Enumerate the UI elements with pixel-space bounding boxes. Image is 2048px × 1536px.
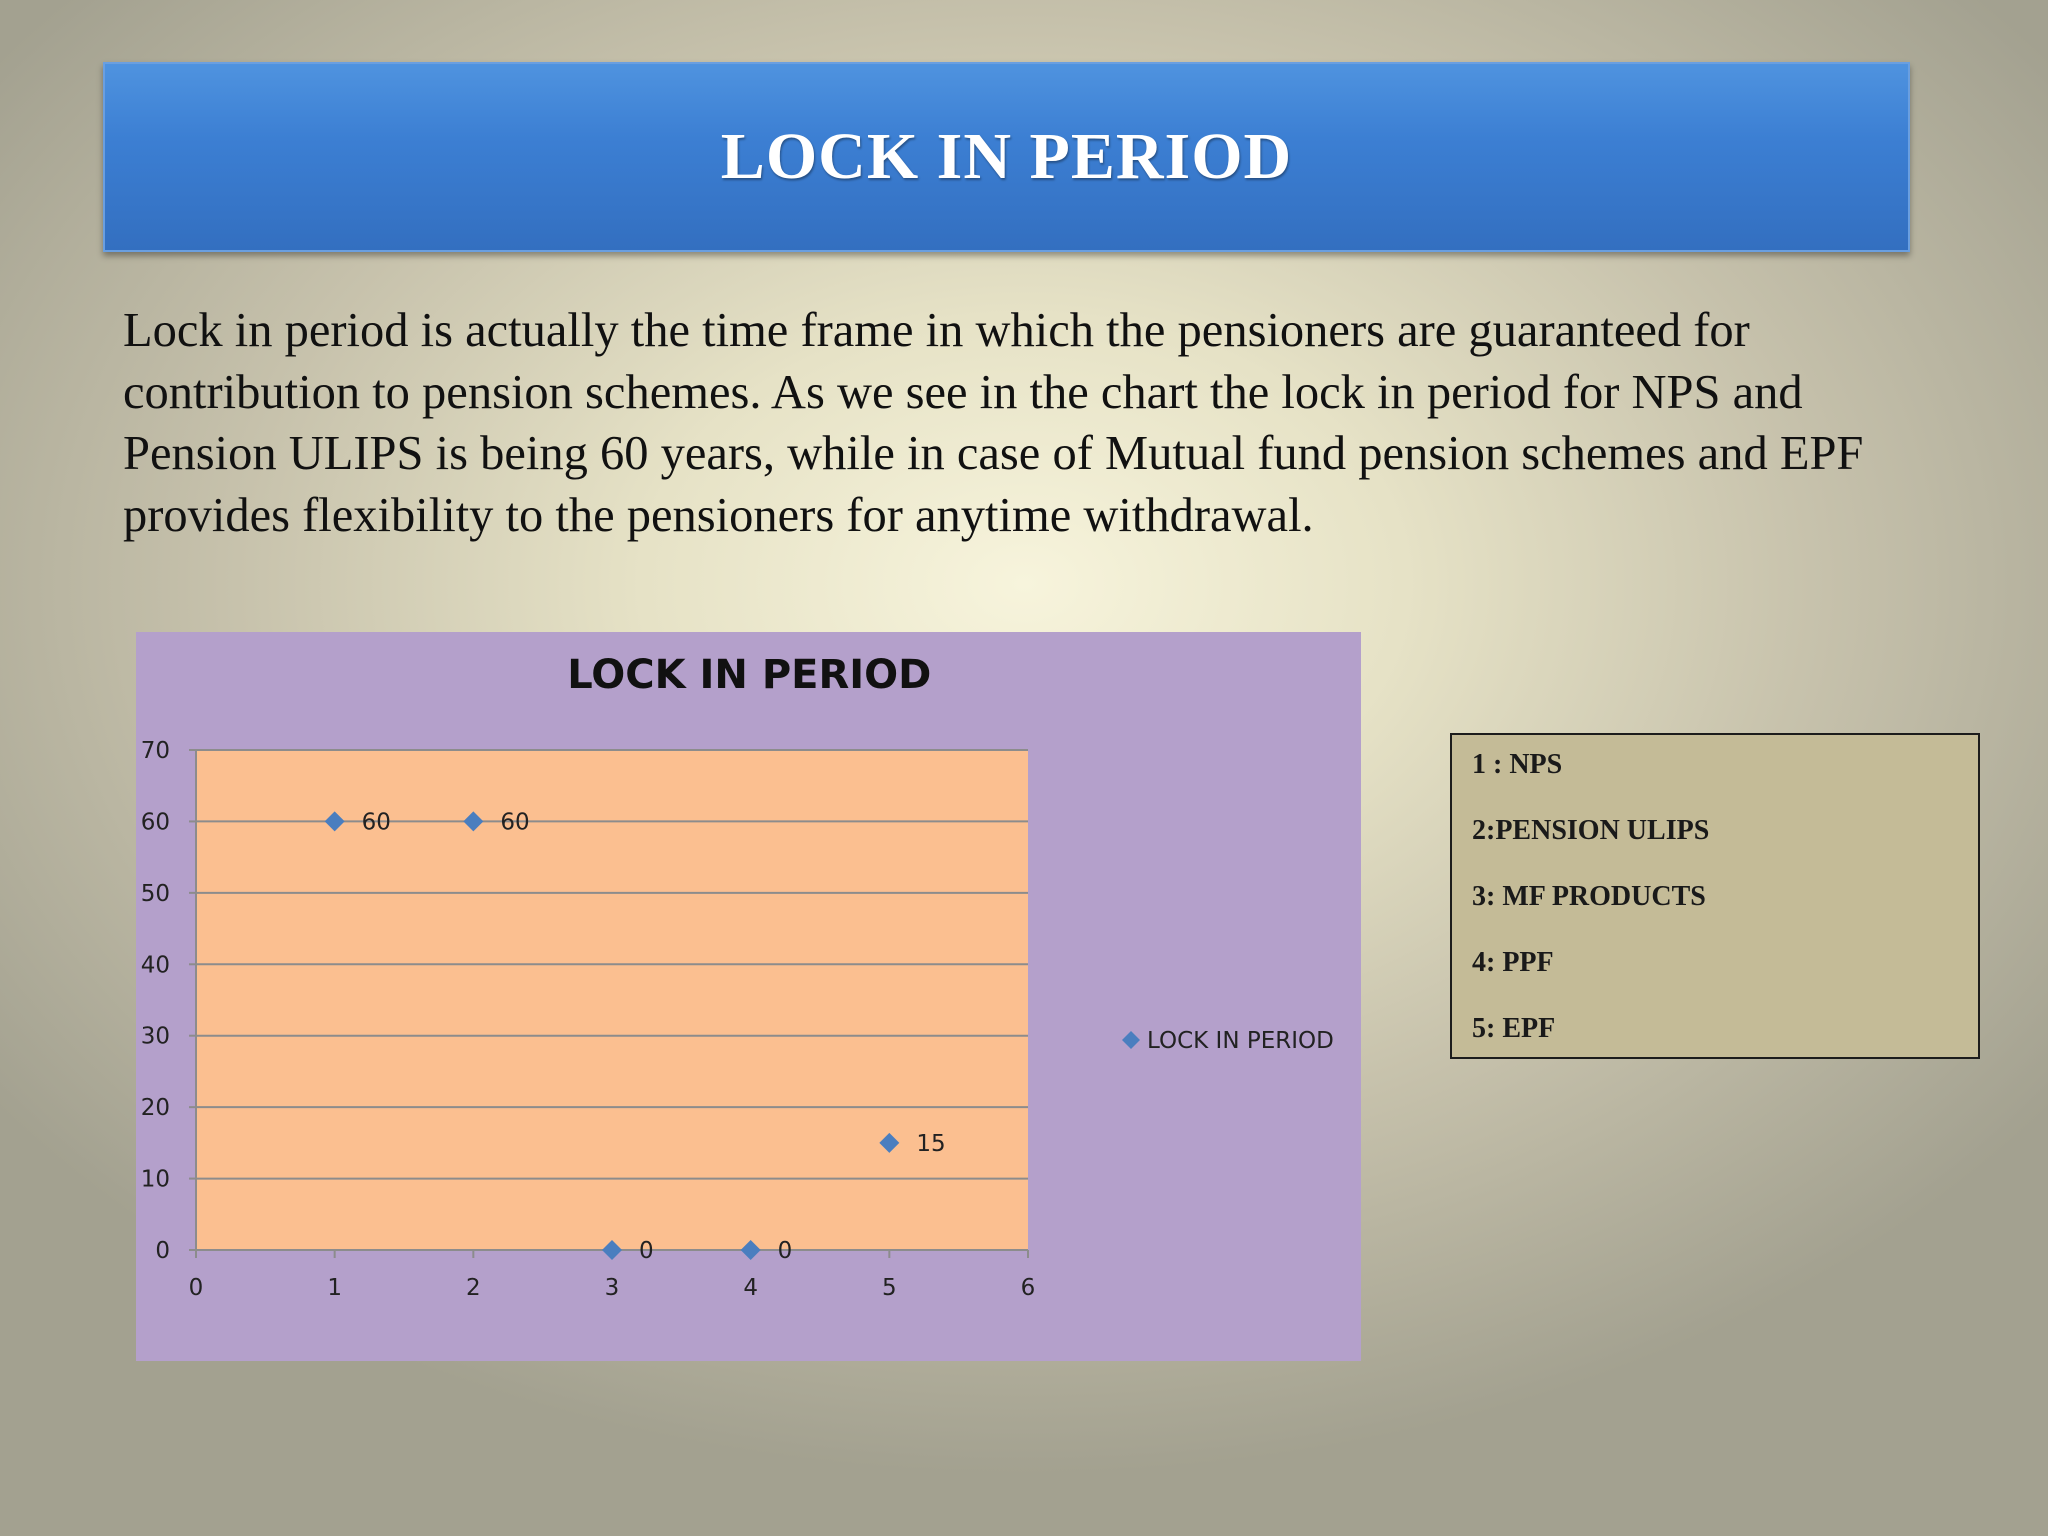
chart-title: LOCK IN PERIOD <box>567 652 932 698</box>
y-tick-label-0: 0 <box>155 1238 170 1264</box>
data-label-4: 0 <box>777 1238 793 1264</box>
y-tick-label-20: 20 <box>140 1095 170 1122</box>
legend-label-1: LOCK IN PERIOD <box>1147 1028 1334 1054</box>
plot-area <box>196 750 1028 1250</box>
data-label-1: 60 <box>361 809 391 836</box>
x-tick-label-6: 6 <box>1020 1275 1036 1301</box>
data-label-5: 15 <box>916 1130 946 1157</box>
y-tick-label-50: 50 <box>140 880 170 907</box>
data-label-3: 0 <box>639 1238 654 1264</box>
key-item-epf: 5: EPF <box>1472 1013 1556 1044</box>
key-item-pension-ulips: 2:PENSION ULIPS <box>1472 815 1710 846</box>
title-banner <box>103 62 1910 252</box>
slide-title: LOCK IN PERIOD <box>720 120 1293 193</box>
scheme-key-panel <box>1450 733 1980 1059</box>
x-tick-label-2: 2 <box>466 1275 481 1301</box>
x-tick-label-5: 5 <box>882 1275 897 1301</box>
key-item-nps: 1 : NPS <box>1472 749 1563 780</box>
x-tick-label-4: 4 <box>743 1275 758 1301</box>
chart-container <box>136 632 1361 1361</box>
key-item-ppf: 4: PPF <box>1472 947 1554 978</box>
x-tick-label-3: 3 <box>604 1275 620 1301</box>
lock-in-period-chart <box>136 632 1361 1361</box>
key-item-mf-products: 3: MF PRODUCTS <box>1472 881 1706 912</box>
y-tick-label-40: 40 <box>140 952 170 979</box>
y-tick-label-10: 10 <box>140 1166 170 1193</box>
body-paragraph: Lock in period is actually the time frame in which the pensioners are guaranteed for contribution to pension schemes. As we see in the chart the lock in period for NPS and Pension ULIPS is being 60 years, while in case of Mutual fund pension schemes and EPF provides flexibility to the pensioners for anytime withdrawal. <box>123 304 1864 542</box>
y-tick-label-30: 30 <box>140 1023 170 1050</box>
x-tick-label-0: 0 <box>188 1275 204 1301</box>
y-tick-label-60: 60 <box>140 809 170 836</box>
data-label-2: 60 <box>500 809 530 836</box>
legend-marker-1 <box>1122 1031 1140 1049</box>
y-tick-label-70: 70 <box>140 738 170 764</box>
x-tick-label-1: 1 <box>327 1275 342 1301</box>
